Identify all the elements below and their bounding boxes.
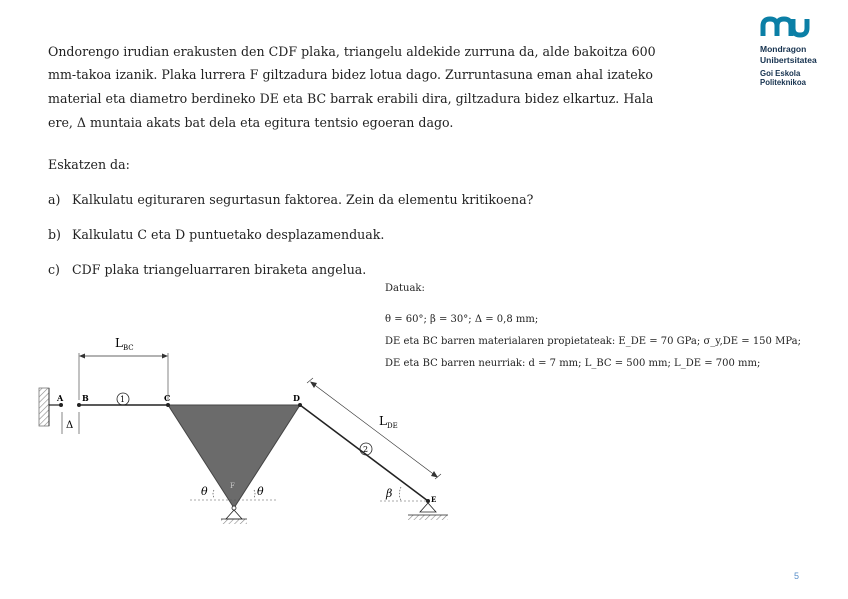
question-a-text: Kalkulatu egituraren segurtasun faktorea. Zein da elementu kritikoena? — [72, 192, 534, 207]
question-c-label: c) — [48, 262, 60, 277]
support-f — [226, 510, 242, 519]
question-b-label: b) — [48, 227, 61, 242]
question-b-text: Kalkulatu C eta D puntuetako desplazamenduak. — [72, 227, 385, 242]
wall-support — [39, 388, 49, 426]
logo-name-line2: Unibertsitatea — [760, 55, 817, 65]
logo-sub-line2: Politeknikoa — [760, 78, 806, 87]
paragraph-line-2: mm-takoa izanik. Plaka lurrera F giltzadura bidez lotua dago. Zurruntasuna eman ahal izateko — [48, 67, 653, 82]
question-c-text: CDF plaka triangeluarraren biraketa angelua. — [72, 262, 367, 277]
bar2-label: 2 — [363, 445, 369, 454]
label-a: A — [57, 393, 64, 403]
theta-right: θ — [257, 485, 264, 498]
datuak-title: Datuak: — [385, 283, 425, 294]
page-number: 5 — [794, 571, 800, 581]
delta-label: Δ — [66, 420, 74, 431]
lde-label: $L_{DE}$ — [379, 414, 398, 430]
paragraph-line-3: material eta diametro berdineko DE eta BC barrak erabili dira, giltzadura bidez elkartuz. Hala — [48, 91, 654, 106]
logo-sub-line1: Goi Eskola — [760, 69, 801, 78]
logo-name-line1: Mondragon — [760, 44, 807, 54]
paragraph-line-4: ere, Δ muntaia akats bat dela eta egitura tentsio egoeran dago. — [48, 115, 454, 130]
datuak-line-2: DE eta BC barren materialaren propietateak: E_DE = 70 GPa; σ_y,DE = 150 MPa; — [385, 336, 801, 347]
joint-a — [59, 403, 63, 407]
beta-label: β — [386, 487, 393, 500]
label-d: D — [293, 393, 300, 403]
joint-c — [166, 403, 170, 407]
label-b: B — [82, 393, 89, 403]
label-e: E — [431, 495, 437, 504]
label-f: F — [230, 482, 235, 490]
lbc-label: $L_{BC}$ — [115, 336, 134, 352]
paragraph-line-1: Ondorengo irudian erakusten den CDF plaka, triangelu aldekide zurruna da, alde bakoitza 600 — [48, 44, 656, 59]
label-c: C — [164, 393, 171, 403]
bar1-label: 1 — [120, 395, 126, 404]
datuak-line-3: DE eta BC barren neurriak: d = 7 mm; L_BC = 500 mm; L_DE = 700 mm; — [385, 358, 761, 369]
theta-left: θ — [201, 485, 208, 498]
triangle-plate — [168, 405, 300, 508]
support-e — [420, 503, 436, 512]
datuak-line-1: θ = 60°; β = 30°; Δ = 0,8 mm; — [385, 314, 539, 325]
eskatzen-heading: Eskatzen da: — [48, 157, 130, 172]
question-a-label: a) — [48, 192, 61, 207]
